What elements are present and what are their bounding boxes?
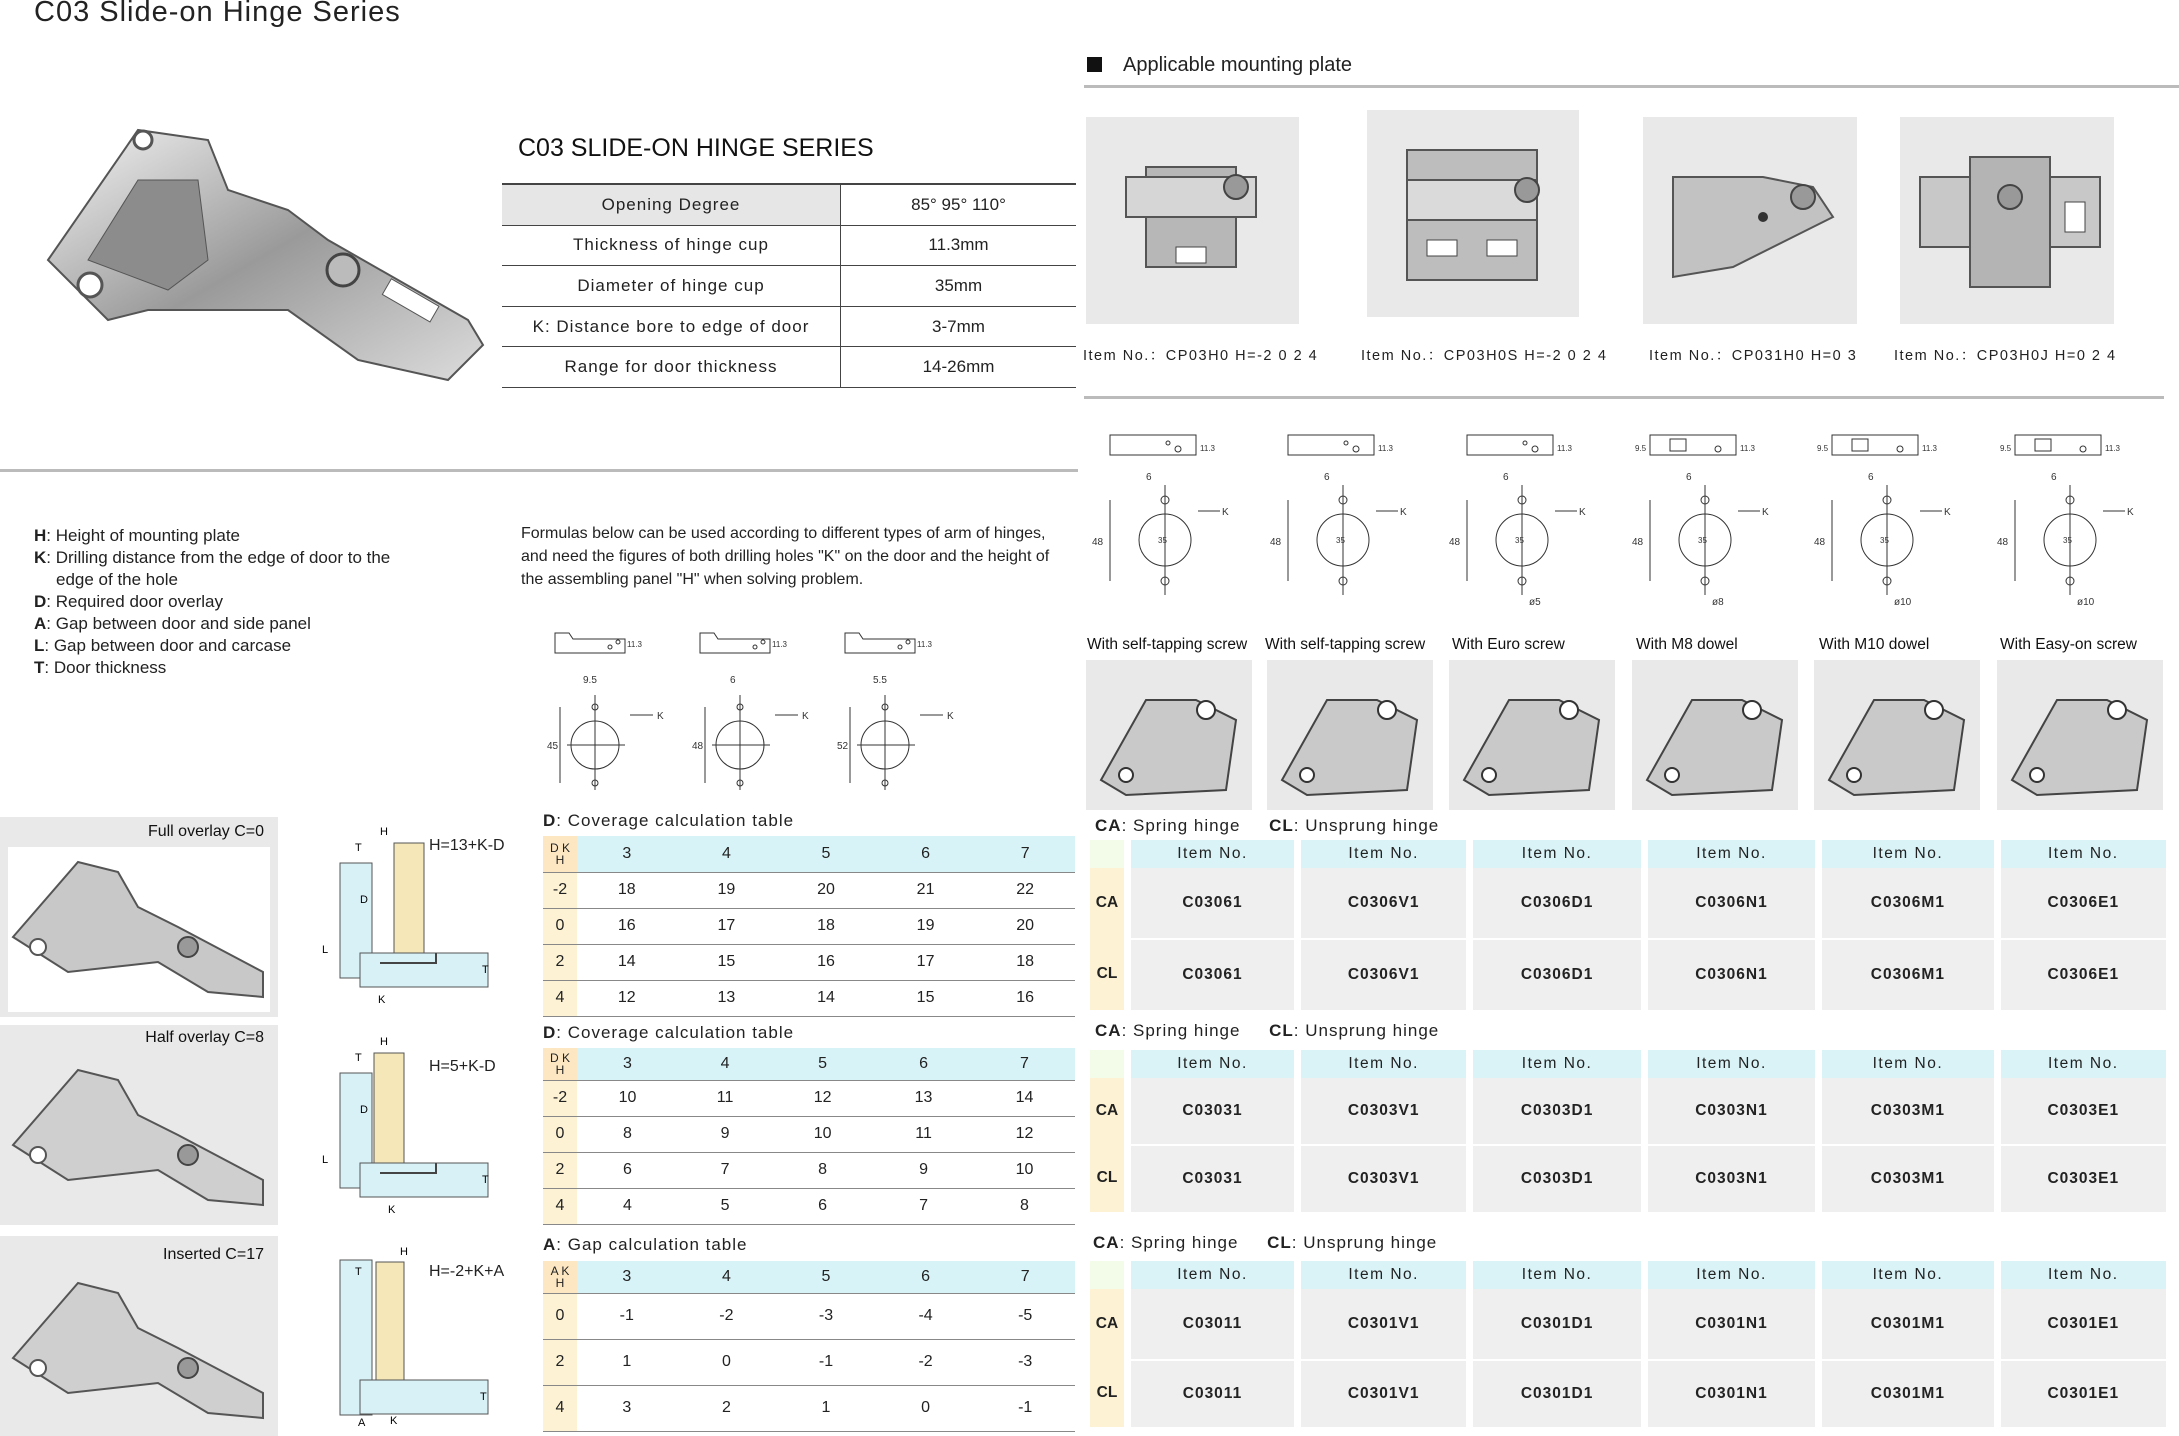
small-thk-label: 11.3: [627, 640, 642, 649]
mounting-plate-image: [1367, 110, 1579, 317]
diagram-letter: T: [480, 1391, 487, 1403]
spec-row: [502, 347, 1076, 388]
mounting-divider: [1084, 85, 2179, 88]
diagram-letter: K: [378, 994, 386, 1006]
small-drill-diagram: [547, 633, 664, 790]
drill-label: 6: [1324, 472, 1330, 483]
mounting-item-no: Item No.：CP031H0 H=0 3: [1649, 348, 1858, 364]
drill-label: 35: [1515, 536, 1524, 545]
code-table: Item No. Item No. Item No. Item No. Item No. Item No. CA C03031 C0303V1 C0303D1 C0303N1 C0303M1 C0303E1 CL C03031 C0303V1 C0303D1 C0303N1 C0303M1 C0303E1: [1083, 1050, 2173, 1212]
coverage-table: D K H 3 4 5 6 7 -2 18 19 20 21 22 0 16 17 18 19 20 2 14 15 16 17 18 4 12 13 14 15 16: [543, 836, 1075, 1017]
diagram-letter: H: [380, 826, 388, 838]
small-drill-diagrams: [545, 625, 985, 805]
small-height-label: 48: [692, 741, 704, 752]
table-row: -2 18 19 20 21 22: [543, 872, 1075, 908]
drill-label: ø10: [2077, 597, 2095, 608]
small-drill-diagram: [692, 633, 809, 790]
page-title: C03 Slide-on Hinge Series: [34, 0, 401, 28]
diagram-letter: K: [388, 1204, 396, 1216]
mounting-divider: [1084, 396, 2164, 399]
code-table-caption: CA: Spring hinge CL: Unsprung hinge: [1095, 816, 1440, 835]
mounting-item-no: Item No.：CP03H0 H=-2 0 2 4: [1083, 348, 1319, 364]
drill-label: 11.3: [1200, 444, 1215, 453]
hinge-cup-image: [1814, 660, 1980, 810]
hinge-main-image: [28, 110, 498, 400]
mounting-plate-image: [1086, 117, 1299, 324]
spec-table: [502, 183, 1076, 388]
spec-value: 35mm: [841, 266, 1077, 307]
hinge-cup-image: [1632, 660, 1798, 810]
drill-diagram: [1997, 435, 2134, 608]
table-row: 0 -1 -2 -3 -4 -5: [543, 1293, 1075, 1339]
overlay-formula: H=-2+K+A: [429, 1263, 505, 1280]
drill-label: 11.3: [1922, 444, 1937, 453]
spec-label: Diameter of hinge cup: [502, 266, 841, 307]
corner-cell: D K H: [543, 836, 577, 872]
code-table-caption: CA: Spring hinge CL: Unsprung hinge: [1095, 1021, 1440, 1040]
diagram-letter: H: [400, 1246, 408, 1258]
table-row: 4 4 5 6 7 8: [543, 1188, 1075, 1224]
legend-item: A: Gap between door and side panel: [34, 614, 311, 633]
spec-label: Range for door thickness: [502, 347, 841, 388]
drill-label: 11.3: [1378, 444, 1393, 453]
code-table: Item No. Item No. Item No. Item No. Item No. Item No. CA C03061 C0306V1 C0306D1 C0306N1 C0306M1 C0306E1 CL C03061 C0306V1 C0306D1 C0306N1 C0306M1 C0306E1: [1083, 840, 2173, 1010]
diagram-letter: H: [380, 1036, 388, 1048]
drill-label: 11.3: [1557, 444, 1572, 453]
spec-value: 85° 95° 110°: [841, 184, 1077, 225]
spec-row: [502, 225, 1076, 266]
hinge-cup-image: [1086, 660, 1252, 810]
drill-label: 9.5: [1635, 444, 1647, 453]
small-offset-label: 6: [730, 675, 736, 686]
table-row: 4 3 2 1 0 -1: [543, 1385, 1075, 1431]
table-row: CL C03061 C0306V1 C0306D1 C0306N1 C0306M1 C0306E1: [1090, 938, 2166, 1010]
drill-label: K: [1579, 507, 1586, 518]
table-row: CL C03031 C0303V1 C0303D1 C0303N1 C0303M1 C0303E1: [1090, 1144, 2166, 1212]
drill-diagram: [1632, 435, 1769, 608]
drill-label: 6: [2051, 472, 2057, 483]
legend-item: K: Drilling distance from the edge of door to the: [34, 548, 391, 567]
small-thk-label: 11.3: [917, 640, 932, 649]
spec-label: Thickness of hinge cup: [502, 225, 841, 266]
spec-row: [502, 266, 1076, 307]
small-drill-diagram: [837, 633, 954, 790]
drill-label: K: [1762, 507, 1769, 518]
spec-value: 14-26mm: [841, 347, 1077, 388]
fixing-label: With Easy-on screw: [2000, 636, 2137, 653]
drill-label: 35: [1698, 536, 1707, 545]
spec-label: K: Distance bore to edge of door: [502, 306, 841, 347]
mounting-title-bullet: [1087, 57, 1102, 72]
legend-item: L: Gap between door and carcase: [34, 636, 292, 655]
table-row: CA C03061 C0306V1 C0306D1 C0306N1 C0306M1 C0306E1: [1090, 868, 2166, 938]
table-row: 0 8 9 10 11 12: [543, 1116, 1075, 1152]
small-offset-label: 5.5: [873, 675, 887, 686]
drill-label: 48: [1997, 537, 2009, 548]
drill-label: ø5: [1529, 597, 1541, 608]
drill-label: 48: [1449, 537, 1461, 548]
table-row: CL C03011 C0301V1 C0301D1 C0301N1 C0301M1 C0301E1: [1090, 1359, 2166, 1427]
drill-label: 35: [1336, 536, 1345, 545]
diagram-letter: K: [390, 1415, 398, 1427]
drill-label: 48: [1270, 537, 1282, 548]
spec-title: C03 SLIDE-ON HINGE SERIES: [518, 134, 874, 162]
drill-label: 6: [1503, 472, 1509, 483]
table-row: 2 1 0 -1 -2 -3: [543, 1339, 1075, 1385]
mounting-item-no: Item No.：CP03H0J H=0 2 4: [1894, 348, 2117, 364]
table-row: 0 16 17 18 19 20: [543, 908, 1075, 944]
spec-row: [502, 306, 1076, 347]
drill-label: 9.5: [1817, 444, 1829, 453]
drill-diagram: [1449, 435, 1586, 608]
drill-label: 35: [1880, 536, 1889, 545]
gap-table: A K H 3 4 5 6 7 0 -1 -2 -3 -4 -5 2 1 0 -1 -2 -3 4 3 2 1 0 -1: [543, 1261, 1075, 1432]
overlay-label: Full overlay C=0: [147, 823, 264, 840]
corner-cell: D K H: [543, 1048, 577, 1080]
table-row: CA C03011 C0301V1 C0301D1 C0301N1 C0301M1 C0301E1: [1090, 1289, 2166, 1359]
overlay-photo-inserted: [0, 1236, 278, 1436]
spec-label: Opening Degree: [502, 184, 841, 225]
small-height-label: 52: [837, 741, 849, 752]
overlay-photo-full: [0, 817, 278, 1017]
hinge-cup-image: [1449, 660, 1615, 810]
legend-item: T: Door thickness: [34, 658, 167, 677]
diagram-letter: L: [322, 1154, 329, 1166]
legend-item: edge of the hole: [56, 570, 178, 589]
drill-label: 6: [1686, 472, 1692, 483]
mounting-title: Applicable mounting plate: [1123, 54, 1353, 76]
spec-value: 3-7mm: [841, 306, 1077, 347]
diagram-letter: T: [355, 1052, 362, 1064]
diagram-letter: T: [482, 964, 489, 976]
spec-value: 11.3mm: [841, 225, 1077, 266]
drill-diagram: [1814, 435, 1951, 608]
fixing-label: With Euro screw: [1452, 636, 1565, 653]
legend: [34, 525, 390, 679]
diagram-letter: D: [360, 1104, 368, 1116]
fixing-label: With M10 dowel: [1819, 636, 1930, 653]
hinge-cup-image: [1267, 660, 1433, 810]
drill-label: 48: [1814, 537, 1826, 548]
legend-item: D: Required door overlay: [34, 592, 223, 611]
code-table: Item No. Item No. Item No. Item No. Item No. Item No. CA C03011 C0301V1 C0301D1 C0301N1 C0301M1 C0301E1 CL C03011 C0301V1 C0301D1 C0301N1 C0301M1 C0301E1: [1083, 1261, 2173, 1427]
overlay-formula: H=5+K-D: [429, 1058, 496, 1075]
drill-label: 9.5: [2000, 444, 2012, 453]
table-row: 2 14 15 16 17 18: [543, 944, 1075, 980]
small-k-label: K: [802, 711, 809, 722]
drill-label: 6: [1146, 472, 1152, 483]
spec-row: [502, 184, 1076, 225]
small-k-label: K: [947, 711, 954, 722]
drill-label: 6: [1868, 472, 1874, 483]
overlay-label: Half overlay C=8: [145, 1029, 264, 1046]
table-row: -2 10 11 12 13 14: [543, 1080, 1075, 1116]
drill-diagram: [1092, 435, 1229, 595]
drill-label: ø10: [1894, 597, 1912, 608]
code-table-caption: CA: Spring hinge CL: Unsprung hinge: [1093, 1233, 1438, 1252]
table-row: CA C03031 C0303V1 C0303D1 C0303N1 C0303M1 C0303E1: [1090, 1078, 2166, 1144]
mounting-plate-image: [1643, 117, 1857, 324]
small-thk-label: 11.3: [772, 640, 787, 649]
drill-label: K: [1222, 507, 1229, 518]
fixing-label: With M8 dowel: [1636, 636, 1738, 653]
coverage-table-title: D: Coverage calculation table: [543, 811, 795, 830]
drill-diagrams: [1090, 415, 2170, 615]
small-k-label: K: [657, 711, 664, 722]
drill-label: 11.3: [1740, 444, 1755, 453]
diagram-letter: L: [322, 944, 329, 956]
mounting-item-no: Item No.：CP03H0S H=-2 0 2 4: [1361, 348, 1608, 364]
coverage-table: D K H 3 4 5 6 7 -2 10 11 12 13 14 0 8 9 10 11 12 2 6 7 8 9 10 4 4 5 6 7 8: [543, 1048, 1075, 1225]
diagram-letter: T: [355, 842, 362, 854]
drill-label: ø8: [1712, 597, 1724, 608]
fixing-label: With self-tapping screw: [1265, 636, 1426, 653]
hinge-cup-image: [1997, 660, 2163, 810]
legend-item: H: Height of mounting plate: [34, 526, 241, 545]
fixing-label: With self-tapping screw: [1087, 636, 1248, 653]
drill-label: 35: [1158, 536, 1167, 545]
diagram-letter: T: [355, 1266, 362, 1278]
drill-label: K: [2127, 507, 2134, 518]
drill-label: 48: [1092, 537, 1104, 548]
table-row: 2 6 7 8 9 10: [543, 1152, 1075, 1188]
diagram-letter: T: [482, 1174, 489, 1186]
drill-label: K: [1400, 507, 1407, 518]
diagram-letter: A: [358, 1417, 366, 1429]
drill-diagram: [1270, 435, 1407, 595]
formula-note: Formulas below can be used according to different types of arm of hinges, and need the figures of both drilling holes "K" on the door and the height of the assembling panel "H" when solving problem.: [521, 525, 1050, 588]
gap-table-title: A: Gap calculation table: [543, 1235, 748, 1254]
diagram-letter: D: [360, 894, 368, 906]
drill-label: 48: [1632, 537, 1644, 548]
drill-label: K: [1944, 507, 1951, 518]
drill-label: 11.3: [2105, 444, 2120, 453]
section-divider: [0, 469, 1078, 472]
corner-cell: A K H: [543, 1261, 577, 1293]
small-height-label: 45: [547, 741, 559, 752]
drill-label: 35: [2063, 536, 2072, 545]
mounting-plate-image: [1900, 117, 2114, 324]
table-row: 4 12 13 14 15 16: [543, 980, 1075, 1016]
overlay-formula: H=13+K-D: [429, 837, 505, 854]
overlay-label: Inserted C=17: [163, 1246, 264, 1263]
coverage-table-title: D: Coverage calculation table: [543, 1023, 795, 1042]
overlay-photo-half: [0, 1025, 278, 1225]
small-offset-label: 9.5: [583, 675, 597, 686]
